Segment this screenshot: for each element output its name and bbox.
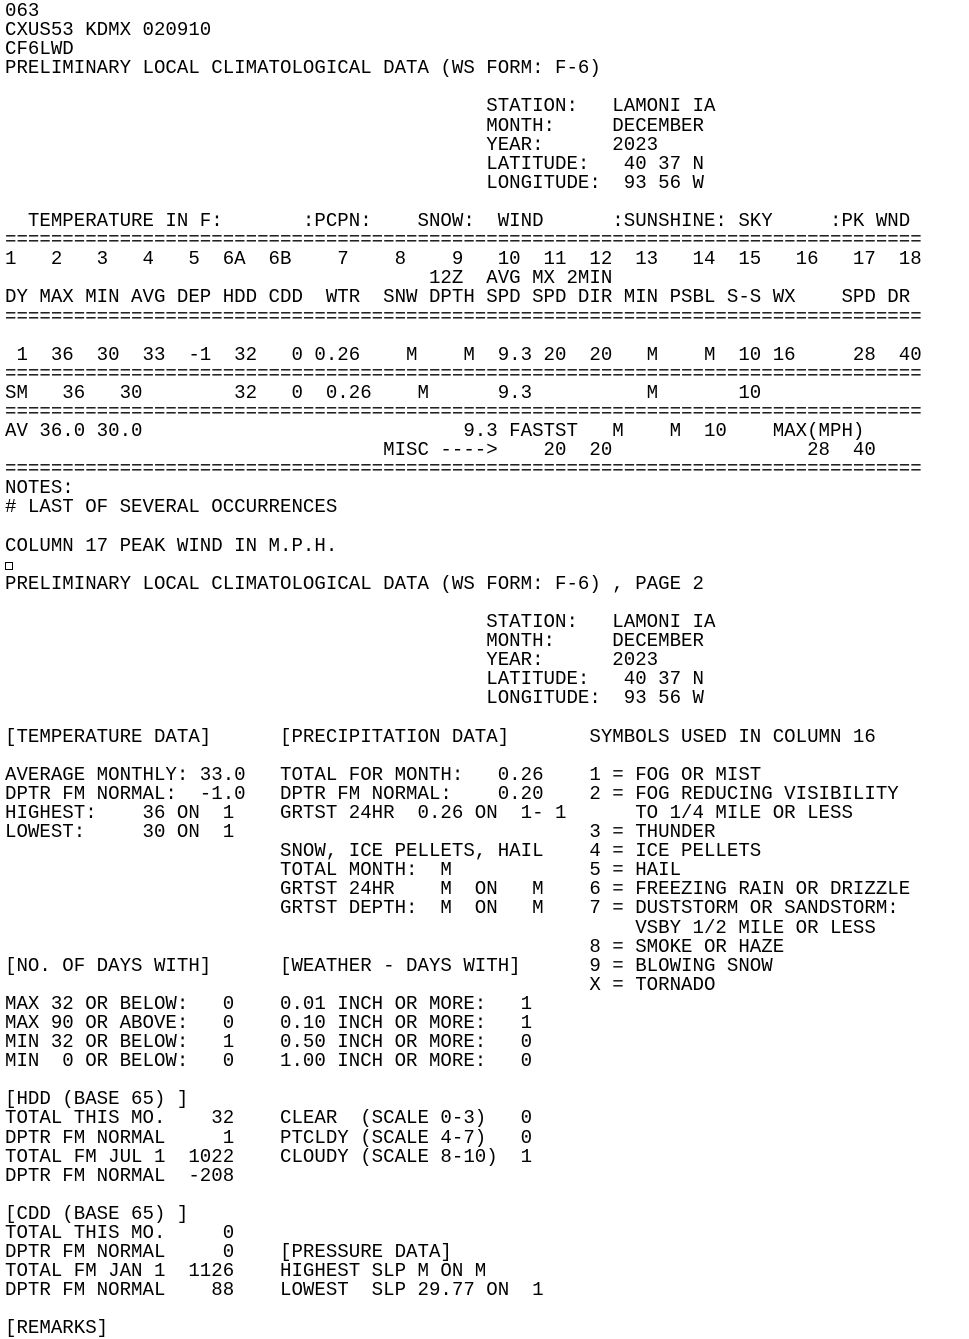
report-line: TOTAL MONTH: M 5 = HAIL: [5, 859, 682, 882]
report-line: NOTES:: [5, 477, 74, 500]
report-line: CF6LWD: [5, 38, 74, 61]
report-line: 12Z AVG MX 2MIN: [5, 267, 613, 290]
report-line: VSBY 1/2 MILE OR LESS: [5, 916, 876, 939]
report-line: TOTAL THIS MO. 0: [5, 1222, 235, 1244]
report-line: TOTAL THIS MO. 32 CLEAR (SCALE 0-3) 0: [5, 1107, 533, 1130]
report-line: [5, 556, 969, 575]
report-line: ================================================================================: [5, 229, 922, 252]
report-line: [REMARKS]: [5, 1317, 109, 1339]
report-line: LATITUDE: 40 37 N: [5, 668, 704, 691]
report-line: [TEMPERATURE DATA] [PRECIPITATION DATA] SYMBOLS USED IN COLUMN 16: [5, 725, 876, 748]
report-line: [5, 1300, 969, 1319]
report-line: 1 2 3 4 5 6A 6B 7 8 9 10 11 12 13 14 15 16 17 18: [5, 248, 922, 271]
report-line: GRTST 24HR M ON M 6 = FREEZING RAIN OR DRIZZLE: [5, 878, 911, 901]
report-line: TOTAL FM JAN 1 1126 HIGHEST SLP M ON M: [5, 1260, 487, 1283]
report-line: STATION: LAMONI IA: [5, 95, 716, 118]
report-line: CXUS53 KDMX 020910: [5, 19, 212, 42]
report-line: MONTH: DECEMBER: [5, 630, 704, 653]
report-line: SNOW, ICE PELLETS, HAIL 4 = ICE PELLETS: [5, 840, 762, 863]
report-line: SM 36 30 32 0 0.26 M 9.3 M 10: [5, 381, 762, 404]
report-line: DPTR FM NORMAL 1 PTCLDY (SCALE 4-7) 0: [5, 1126, 533, 1149]
report-line: MIN 0 OR BELOW: 0 1.00 INCH OR MORE: 0: [5, 1050, 533, 1073]
report-line: YEAR: 2023: [5, 649, 659, 672]
report-line: ================================================================================: [5, 458, 922, 481]
report-line: LOWEST: 30 ON 1 3 = THUNDER: [5, 821, 716, 844]
report-line: LONGITUDE: 93 56 W: [5, 171, 704, 194]
report-line: [5, 518, 969, 537]
report-line: PRELIMINARY LOCAL CLIMATOLOGICAL DATA (WS FORM: F-6) , PAGE 2: [5, 572, 704, 595]
report-line: AV 36.0 30.0 9.3 FASTST M M 10 MAX(MPH): [5, 420, 865, 443]
report-line: GRTST DEPTH: M ON M 7 = DUSTSTORM OR SANDSTORM:: [5, 897, 899, 920]
report-line: ================================================================================: [5, 305, 922, 328]
report-line: ================================================================================: [5, 362, 922, 385]
report-line: DPTR FM NORMAL -208: [5, 1164, 235, 1187]
report-line: [5, 708, 969, 727]
report-line: MONTH: DECEMBER: [5, 114, 704, 137]
report-line: LONGITUDE: 93 56 W: [5, 687, 704, 710]
report-line: DPTR FM NORMAL: -1.0 DPTR FM NORMAL: 0.20 2 = FOG REDUCING VISIBILITY: [5, 782, 899, 805]
report-line: 063: [5, 0, 40, 22]
report-line: MIN 32 OR BELOW: 1 0.50 INCH OR MORE: 0: [5, 1031, 533, 1054]
report-line: TEMPERATURE IN F: :PCPN: SNOW: WIND :SUNSHINE: SKY :PK WND: [5, 210, 911, 233]
report-line: AVERAGE MONTHLY: 33.0 TOTAL FOR MONTH: 0.26 1 = FOG OR MIST: [5, 763, 762, 786]
report-line: [NO. OF DAYS WITH] [WEATHER - DAYS WITH] 9 = BLOWING SNOW: [5, 954, 773, 977]
report-line: DPTR FM NORMAL 0 [PRESSURE DATA]: [5, 1241, 452, 1264]
report-line: DY MAX MIN AVG DEP HDD CDD WTR SNW DPTH SPD SPD DIR MIN PSBL S-S WX SPD DR: [5, 286, 911, 309]
report-line: MAX 90 OR ABOVE: 0 0.10 INCH OR MORE: 1: [5, 1011, 533, 1034]
report-line: STATION: LAMONI IA: [5, 611, 716, 633]
report-line: 1 36 30 33 -1 32 0 0.26 M M 9.3 20 20 M M 10 16 28 40: [5, 343, 922, 366]
report-line: MISC ----> 20 20 28 40: [5, 439, 876, 462]
form-feed-icon: [5, 562, 13, 570]
report-line: ================================================================================: [5, 400, 922, 423]
report-line: TOTAL FM JUL 1 1022 CLOUDY (SCALE 8-10) 1: [5, 1145, 533, 1168]
report-line: [5, 747, 969, 766]
report-line: COLUMN 17 PEAK WIND IN M.P.H.: [5, 534, 338, 557]
report-line: [5, 327, 969, 346]
report-line: LATITUDE: 40 37 N: [5, 152, 704, 175]
report-line: 8 = SMOKE OR HAZE: [5, 935, 785, 958]
report-line: X = TORNADO: [5, 973, 716, 996]
report-line: HIGHEST: 36 ON 1 GRTST 24HR 0.26 ON 1- 1 TO 1/4 MILE OR LESS: [5, 801, 853, 824]
report-line: YEAR: 2023: [5, 133, 659, 156]
report-line: [HDD (BASE 65) ]: [5, 1088, 189, 1111]
report-line: MAX 32 OR BELOW: 0 0.01 INCH OR MORE: 1: [5, 992, 533, 1015]
report-line: # LAST OF SEVERAL OCCURRENCES: [5, 496, 338, 519]
report-line: PRELIMINARY LOCAL CLIMATOLOGICAL DATA (WS FORM: F-6): [5, 57, 601, 80]
report-line: DPTR FM NORMAL 88 LOWEST SLP 29.77 ON 1: [5, 1279, 544, 1302]
report-line: [CDD (BASE 65) ]: [5, 1202, 189, 1225]
